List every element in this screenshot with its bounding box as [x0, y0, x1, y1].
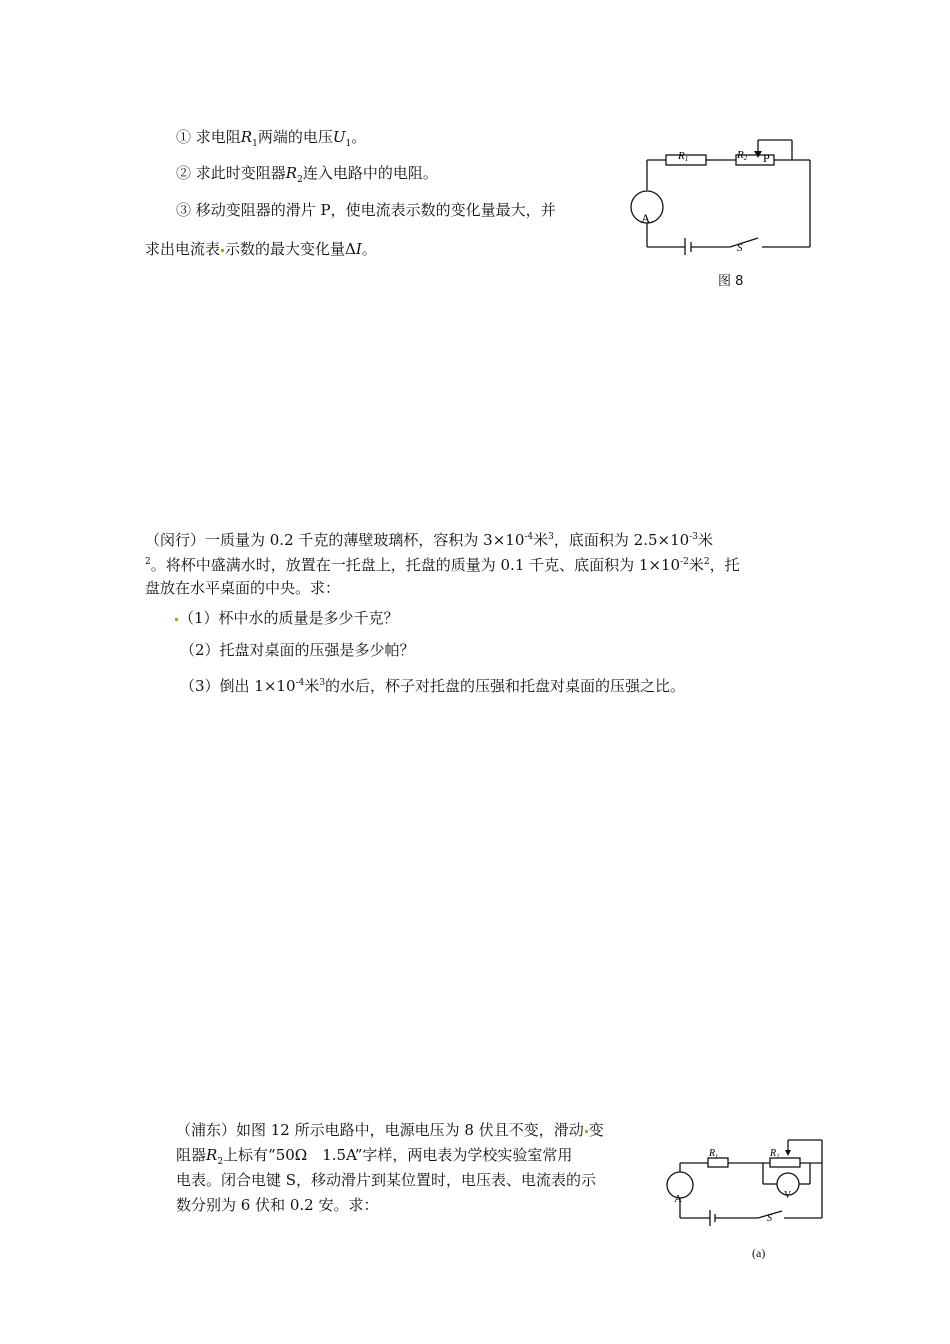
slider-label: P [763, 151, 770, 165]
q1-item1: ① 求电阻$R_1$两端的电压$U_1$。 [176, 128, 367, 149]
q1-item3-line1: ③ 移动变阻器的滑片 P，使电流表示数的变化量最大，并 [176, 201, 556, 219]
r2-label: $R_2$ [770, 1148, 780, 1160]
mark-dot [175, 618, 178, 621]
voltmeter-label: V [784, 1190, 792, 1201]
q3-line2: 阻器$R_2$上标有“50Ω 1.5A”字样，两电表为学校实验室常用 [176, 1146, 573, 1167]
switch-label: S [737, 242, 743, 254]
circuit-figure-a [660, 1132, 832, 1232]
mark-dot [585, 1130, 588, 1133]
q2-sub3: （3）倒出 $1\times 10^{-4}$米$^3$的水后，杯子对托盘的压强和托盘对桌面的压强之比。 [180, 677, 686, 695]
circuit-figure-8 [620, 130, 830, 255]
mark-dot [221, 249, 224, 252]
q1-item2: ② 求此时变阻器$R_2$连入电路中的电阻。 [176, 164, 438, 185]
q2-line2: $^2$。将杯中盛满水时，放置在一托盘上，托盘的质量为 0.1 千克、底面积为 $1\times 10^{-2}$米$^2$，托 [145, 556, 740, 574]
figure-a-caption: (a) [752, 1246, 766, 1260]
r2-label: R2 [737, 149, 748, 162]
r1-label: $R_1$ [709, 1148, 719, 1160]
q2-sub1: （1）杯中水的质量是多少千克？ [174, 608, 399, 628]
q3-line4: 数分别为 6 伏和 0.2 安。求： [176, 1196, 379, 1214]
switch-label: S [767, 1213, 772, 1224]
r1-label: R1 [678, 150, 689, 163]
q3-line1: （浦东）如图 12 所示电路中，电源电压为 8 伏且不变，滑动 变 [176, 1121, 604, 1139]
ammeter-label: A [674, 1193, 682, 1205]
q2-sub2: （2）托盘对桌面的压强是多少帕？ [180, 641, 415, 659]
q2-line3: 盘放在水平桌面的中央。求： [145, 579, 341, 597]
q3-line3: 电表。闭合电键 S，移动滑片到某位置时，电压表、电流表的示 [176, 1171, 597, 1189]
q1-item3-line2: 求出电流表 示数的最大变化量ΔI。 [145, 240, 377, 258]
q2-line1: （闵行）一质量为 0.2 千克的薄壁玻璃杯，容积为 $3\times 10^{-4}$米$^3$，底面积为 $2.5\times 10^{-3}$米 [145, 531, 713, 549]
ammeter-label: A [641, 211, 651, 226]
figure-8-caption: 图 8 [718, 274, 744, 289]
